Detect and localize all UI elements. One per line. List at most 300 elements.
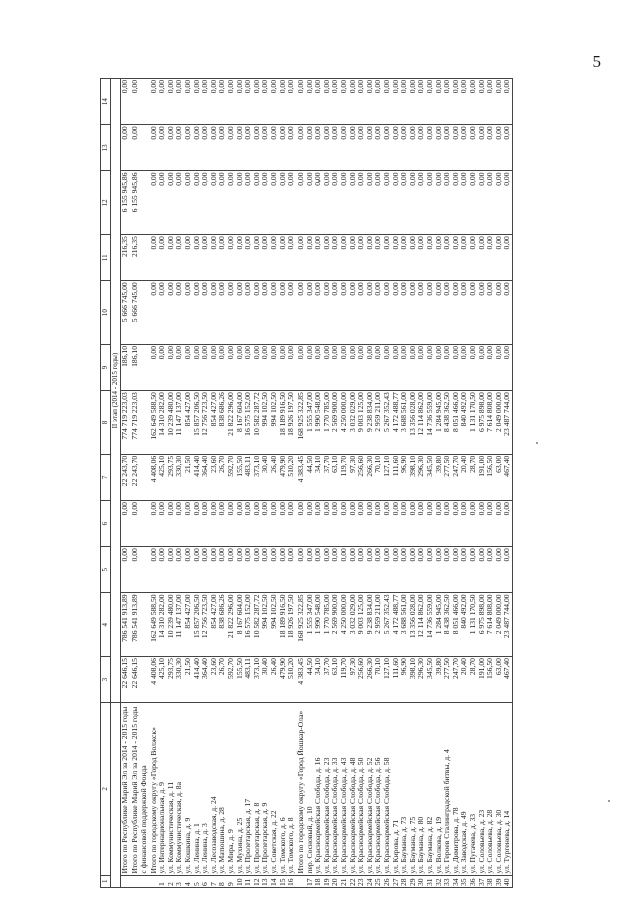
value-cell: 191,00 [478, 657, 487, 703]
value-cell: 293,75 [167, 657, 176, 703]
value-cell: 0,00 [314, 125, 323, 171]
value-cell: 0,00 [469, 281, 478, 345]
value-cell: 39,80 [435, 454, 444, 500]
table-row [495, 79, 504, 888]
value-cell: 26,40 [270, 657, 279, 703]
value-cell: 774 719 223,03 [121, 391, 132, 455]
value-cell: 0,00 [400, 171, 409, 235]
value-cell: 0,00 [253, 281, 262, 345]
value-cell: 0,00 [478, 171, 487, 235]
value-cell: 0,00 [306, 235, 315, 281]
value-cell: 0,00 [435, 281, 444, 345]
value-cell: 0,00 [478, 547, 487, 593]
address-cell: ул. Пролетарская, д. 8 [253, 703, 262, 875]
rotated-scan-area [100, 78, 605, 888]
value-cell: 0,00 [349, 344, 358, 390]
address-cell: Итого по Республике Марий Эл за 2014 - 2015 годы [121, 703, 132, 875]
value-cell: 0,00 [314, 501, 323, 547]
value-cell: 0,00 [460, 501, 469, 547]
value-cell: 0,00 [210, 281, 219, 345]
value-cell: 0,00 [417, 281, 426, 345]
value-cell: 0,00 [314, 79, 323, 125]
value-cell: 0,00 [469, 235, 478, 281]
address-cell: ул. Димитрова, д. 78 [452, 703, 461, 875]
value-cell: 0,00 [417, 344, 426, 390]
value-cell: 21 822 296,00 [227, 593, 236, 657]
value-cell: 0,00 [323, 547, 332, 593]
value-cell: 0,00 [460, 235, 469, 281]
address-cell: ул. Красноармейская Слобода, д. 50 [357, 703, 366, 875]
value-cell: 2 959 211,00 [374, 593, 383, 657]
value-cell: 0,00 [495, 171, 504, 235]
value-cell: 0,00 [340, 344, 349, 390]
value-cell: 168 925 322,85 [297, 593, 306, 657]
address-cell: ул. Томского, д. 8 [287, 703, 297, 875]
value-cell: 0,00 [150, 501, 159, 547]
value-cell: 0,00 [227, 125, 236, 171]
value-cell: 0,00 [400, 281, 409, 345]
value-cell: 0,00 [244, 501, 253, 547]
value-cell: 483,11 [244, 454, 253, 500]
value-cell: 592,70 [227, 454, 236, 500]
value-cell: 0,00 [297, 235, 306, 281]
value-cell: 186,10 [131, 344, 140, 390]
value-cell: 0,00 [150, 79, 159, 125]
table-row [426, 79, 435, 888]
value-cell: 0,00 [201, 281, 210, 345]
value-cell: 8 167 604,00 [236, 391, 245, 455]
value-cell: 0,00 [331, 235, 340, 281]
value-cell: 1 555 347,00 [306, 391, 315, 455]
value-cell: 0,00 [227, 79, 236, 125]
value-cell: 994 102,50 [270, 593, 279, 657]
value-cell: 7 614 808,00 [486, 391, 495, 455]
address-cell: ул. Баумана, д. 82 [426, 703, 435, 875]
column-number: 13 [101, 125, 111, 171]
value-cell: 0,00 [210, 171, 219, 235]
value-cell: 63,00 [495, 657, 504, 703]
value-cell: 0,00 [270, 344, 279, 390]
page-number: 5 [592, 52, 601, 71]
value-cell: 0,00 [244, 125, 253, 171]
value-cell: 0,00 [201, 171, 210, 235]
value-cell: 0,00 [452, 125, 461, 171]
value-cell: 0,00 [374, 171, 383, 235]
address-cell: ул. Красноармейская Слобода, д. 43 [340, 703, 349, 875]
value-cell: 0,00 [279, 281, 288, 345]
table-row [150, 79, 159, 888]
value-cell: 2 569 900,00 [331, 593, 340, 657]
value-cell: 0,00 [409, 125, 418, 171]
value-cell: 0,00 [175, 125, 184, 171]
value-cell: 0,00 [236, 125, 245, 171]
value-cell: 0,00 [158, 235, 167, 281]
value-cell: 0,00 [452, 171, 461, 235]
table-row [175, 79, 184, 888]
value-cell: 0,00 [460, 547, 469, 593]
value-cell: 0,00 [270, 125, 279, 171]
value-cell: 0,00 [306, 171, 315, 235]
value-cell: 0,00 [121, 79, 132, 125]
table-row [218, 79, 227, 888]
value-cell: 3 032 029,00 [349, 391, 358, 455]
row-number: 31 [426, 875, 435, 887]
value-cell: 6 975 898,00 [478, 593, 487, 657]
address-cell: ул. Коммунистическая, д. 11 [167, 703, 176, 875]
value-cell: 0,00 [426, 501, 435, 547]
value-cell: 0,00 [409, 79, 418, 125]
row-number: 12 [253, 875, 262, 887]
column-number: 5 [101, 547, 111, 593]
value-cell: 0,00 [495, 501, 504, 547]
value-cell: 22 243,70 [121, 454, 132, 500]
value-cell: 479,90 [279, 454, 288, 500]
value-cell: 425,10 [158, 657, 167, 703]
value-cell: 0,00 [270, 235, 279, 281]
value-cell: 0,00 [210, 125, 219, 171]
value-cell: 4 172 488,77 [392, 391, 401, 455]
row-number: 33 [443, 875, 452, 887]
value-cell: 0,00 [210, 235, 219, 281]
value-cell: 0,00 [349, 501, 358, 547]
value-cell: 0,00 [383, 171, 392, 235]
value-cell: 0,00 [297, 501, 306, 547]
value-cell: 0,00 [323, 125, 332, 171]
value-cell: 0,00 [314, 547, 323, 593]
value-cell: 0,00 [184, 79, 193, 125]
value-cell: 162 649 588,50 [150, 593, 159, 657]
value-cell: 0,00 [357, 79, 366, 125]
value-cell: 0,00 [417, 79, 426, 125]
value-cell: 1 555 347,00 [306, 593, 315, 657]
row-number: 26 [383, 875, 392, 887]
table-row [392, 79, 401, 888]
value-cell: 0,00 [366, 281, 375, 345]
value-cell: 0,00 [184, 547, 193, 593]
value-cell: 0,00 [261, 171, 270, 235]
address-cell: Итого по городскому округу «Город Волжск» [150, 703, 159, 875]
table-row [184, 79, 193, 888]
value-cell: 1 284 945,00 [435, 593, 444, 657]
table-row [503, 79, 512, 888]
value-cell: 0,00 [150, 171, 159, 235]
value-cell: 4 250 000,00 [340, 391, 349, 455]
value-cell: 0,00 [167, 547, 176, 593]
column-number: 12 [101, 171, 111, 235]
value-cell: 6 975 898,00 [478, 391, 487, 455]
value-cell: 0,00 [392, 79, 401, 125]
value-cell: 0,00 [486, 79, 495, 125]
table-row [158, 79, 167, 888]
value-cell: 0,00 [331, 501, 340, 547]
value-cell: 0,00 [340, 281, 349, 345]
value-cell: 0,00 [244, 235, 253, 281]
value-cell: 12 756 723,50 [201, 391, 210, 455]
value-cell: 0,00 [193, 171, 202, 235]
value-cell: 0,00 [287, 125, 297, 171]
value-cell: 0,00 [227, 344, 236, 390]
table-row [236, 79, 245, 888]
value-cell: 0,00 [287, 501, 297, 547]
value-cell: 0,00 [261, 125, 270, 171]
value-cell: 0,00 [478, 235, 487, 281]
value-cell: 0,00 [409, 281, 418, 345]
value-cell: 0,00 [201, 547, 210, 593]
value-cell: 0,00 [400, 501, 409, 547]
value-cell: 266,30 [366, 657, 375, 703]
row-number: 10 [236, 875, 245, 887]
value-cell: 0,00 [503, 501, 512, 547]
value-cell: 3 688 561,00 [400, 593, 409, 657]
value-cell: 0,00 [503, 125, 512, 171]
address-cell: ул. Красноармейская Слобода, д. 23 [323, 703, 332, 875]
value-cell: 0,00 [150, 281, 159, 345]
row-number: 28 [400, 875, 409, 887]
row-number [140, 875, 150, 887]
value-cell: 0,00 [331, 344, 340, 390]
value-cell: 0,00 [469, 344, 478, 390]
value-cell: 0,00 [323, 344, 332, 390]
value-cell: 0,00 [158, 344, 167, 390]
value-cell: 14 736 559,00 [426, 593, 435, 657]
value-cell: 18 189 916,50 [279, 593, 288, 657]
value-cell: 37,70 [323, 454, 332, 500]
value-cell: 0,00 [323, 171, 332, 235]
value-cell: 0,00 [193, 344, 202, 390]
value-cell: 0,00 [323, 501, 332, 547]
column-number: 10 [101, 281, 111, 345]
value-cell: 0,00 [392, 281, 401, 345]
value-cell: 0,00 [261, 281, 270, 345]
value-cell: 0,00 [306, 79, 315, 125]
value-cell: 0,00 [287, 344, 297, 390]
value-cell: 0,00 [426, 344, 435, 390]
value-cell: 0,00 [227, 171, 236, 235]
column-number: 8 [101, 391, 111, 455]
column-number-row [101, 79, 111, 888]
address-cell: ул. Ленина, д. 3 [201, 703, 210, 875]
value-cell: 15 857 206,50 [193, 593, 202, 657]
value-cell: 4 383,45 [297, 657, 306, 703]
value-cell: 0,00 [253, 125, 262, 171]
value-cell: 3 032 029,00 [349, 593, 358, 657]
value-cell: 0,00 [150, 547, 159, 593]
value-cell: 111,60 [392, 454, 401, 500]
value-cell: 0,00 [400, 235, 409, 281]
value-cell: 0,00 [374, 344, 383, 390]
value-cell: 2 959 211,00 [374, 391, 383, 455]
address-cell: ул. Волкова, д. 19 [435, 703, 444, 875]
row-number: 17 [306, 875, 315, 887]
row-number: 30 [417, 875, 426, 887]
value-cell: 44,50 [306, 657, 315, 703]
value-cell: 0,00 [158, 281, 167, 345]
value-cell: 11 147 137,00 [175, 391, 184, 455]
value-cell: 0,00 [175, 79, 184, 125]
value-cell: 30,40 [261, 657, 270, 703]
value-cell: 0,00 [287, 281, 297, 345]
value-cell: 0,00 [175, 281, 184, 345]
value-cell: 398,10 [409, 454, 418, 500]
value-cell: 0,00 [383, 79, 392, 125]
row-number: 9 [227, 875, 236, 887]
row-number: 8 [218, 875, 227, 887]
value-cell: 0,00 [158, 501, 167, 547]
value-cell: 994 102,50 [261, 391, 270, 455]
value-cell: 398,10 [409, 657, 418, 703]
value-cell: 0,00 [374, 501, 383, 547]
value-cell: 18 926 197,50 [287, 391, 297, 455]
address-cell: ул. Красноармейская Слобода, д. 16 [314, 703, 323, 875]
value-cell: 425,10 [158, 454, 167, 500]
value-cell: 0,00 [297, 281, 306, 345]
value-cell: 0,00 [340, 171, 349, 235]
value-cell: 0,00 [340, 79, 349, 125]
value-cell: 0,00 [383, 235, 392, 281]
value-cell: 0,00 [167, 344, 176, 390]
value-cell: 14 310 282,00 [158, 391, 167, 455]
value-cell: 0,00 [261, 501, 270, 547]
value-cell: 0,00 [392, 501, 401, 547]
value-cell: 0,00 [175, 344, 184, 390]
address-cell: ул. Красноармейская Слобода, д. 33 [331, 703, 340, 875]
value-cell: 4 250 000,00 [340, 593, 349, 657]
value-cell: 0,00 [314, 235, 323, 281]
value-cell: 0,00 [331, 547, 340, 593]
value-cell: 0,00 [469, 125, 478, 171]
value-cell: 1 770 785,00 [323, 391, 332, 455]
value-cell: 0,00 [236, 171, 245, 235]
table-row [201, 79, 210, 888]
value-cell: 840 492,00 [460, 593, 469, 657]
value-cell: 0,00 [340, 125, 349, 171]
value-cell: 0,00 [392, 171, 401, 235]
value-cell: 0,00 [227, 501, 236, 547]
value-cell: 216,35 [131, 235, 140, 281]
value-cell: 0,00 [306, 125, 315, 171]
value-cell: 296,30 [417, 454, 426, 500]
value-cell: 0,00 [349, 79, 358, 125]
value-cell: 0,00 [357, 125, 366, 171]
table-row [383, 79, 392, 888]
address-cell: ул. Матюшина, д. 28 [218, 703, 227, 875]
value-cell: 13 356 028,00 [409, 593, 418, 657]
value-cell: 18 189 916,50 [279, 391, 288, 455]
value-cell: 0,00 [478, 281, 487, 345]
table-row [417, 79, 426, 888]
value-cell: 4 383,45 [297, 454, 306, 500]
value-cell: 0,00 [150, 125, 159, 171]
table-row [244, 79, 253, 888]
value-cell: 7 614 808,00 [486, 593, 495, 657]
value-cell: 0,00 [253, 171, 262, 235]
value-cell: 0,00 [121, 547, 132, 593]
row-number [131, 875, 140, 887]
value-cell: 0,00 [374, 281, 383, 345]
column-number: 2 [101, 703, 111, 875]
value-cell: 12 114 862,00 [417, 391, 426, 455]
value-cell: 0,00 [435, 235, 444, 281]
value-cell: 0,00 [167, 235, 176, 281]
value-cell: 0,00 [236, 547, 245, 593]
value-cell: 0,00 [158, 547, 167, 593]
value-cell: 0,00 [175, 171, 184, 235]
value-cell: 0,00 [184, 235, 193, 281]
value-cell: 28,70 [469, 454, 478, 500]
value-cell: 0,00 [193, 547, 202, 593]
address-cell: ул. Соловьева, д. 28 [486, 703, 495, 875]
value-cell: 414,40 [193, 454, 202, 500]
value-cell: 0,00 [306, 344, 315, 390]
column-number: 11 [101, 235, 111, 281]
value-cell: 23,60 [210, 657, 219, 703]
value-cell: 247,70 [452, 454, 461, 500]
value-cell: 1 990 548,00 [314, 593, 323, 657]
table-row [409, 79, 418, 888]
value-cell: 0,00 [331, 171, 340, 235]
value-cell: 0,00 [184, 281, 193, 345]
value-cell: 0,00 [452, 344, 461, 390]
value-cell: 0,00 [495, 281, 504, 345]
address-cell: ул. Красноармейская Слобода, д. 48 [349, 703, 358, 875]
table-row [210, 79, 219, 888]
value-cell: 786 541 913,89 [131, 593, 140, 657]
value-cell: 0,00 [409, 344, 418, 390]
value-cell: 0,00 [340, 235, 349, 281]
value-cell: 162 649 588,50 [150, 391, 159, 455]
value-cell: 0,00 [452, 547, 461, 593]
value-cell: 345,50 [426, 657, 435, 703]
value-cell: 0,00 [314, 344, 323, 390]
value-cell: 854 427,00 [210, 593, 219, 657]
value-cell: 0,00 [261, 79, 270, 125]
value-cell: 0,00 [435, 501, 444, 547]
value-cell: 2 049 000,00 [495, 593, 504, 657]
row-number [121, 875, 132, 887]
value-cell: 127,10 [383, 454, 392, 500]
value-cell: 0,00 [478, 344, 487, 390]
address-cell: ул. Коммунистическая, д. 8а [175, 703, 184, 875]
value-cell: 0,00 [409, 547, 418, 593]
value-cell: 0,00 [503, 344, 512, 390]
value-cell: 21,50 [184, 657, 193, 703]
table-row [167, 79, 176, 888]
value-cell: 0,00 [236, 235, 245, 281]
value-cell: 63,10 [331, 454, 340, 500]
value-cell: 39,80 [435, 657, 444, 703]
value-cell: 364,40 [201, 454, 210, 500]
value-cell: 994 102,50 [261, 593, 270, 657]
value-cell: 0,00 [150, 235, 159, 281]
value-cell: 0,00 [218, 125, 227, 171]
value-cell: 0,00 [201, 125, 210, 171]
value-cell: 0,00 [392, 235, 401, 281]
value-cell: 296,30 [417, 657, 426, 703]
column-number: 4 [101, 593, 111, 657]
value-cell: 0,00 [435, 344, 444, 390]
value-cell: 0,00 [279, 79, 288, 125]
value-cell: 0,00 [417, 501, 426, 547]
value-cell: 0,00 [270, 79, 279, 125]
value-cell: 330,30 [175, 657, 184, 703]
row-number: 16 [287, 875, 297, 887]
value-cell: 0,00 [253, 235, 262, 281]
value-cell: 0,00 [400, 344, 409, 390]
address-cell: ул. Кошкина, д. 9 [184, 703, 193, 875]
value-cell: 0,00 [287, 235, 297, 281]
value-cell: 9 238 834,00 [366, 593, 375, 657]
value-cell: 111,60 [392, 657, 401, 703]
